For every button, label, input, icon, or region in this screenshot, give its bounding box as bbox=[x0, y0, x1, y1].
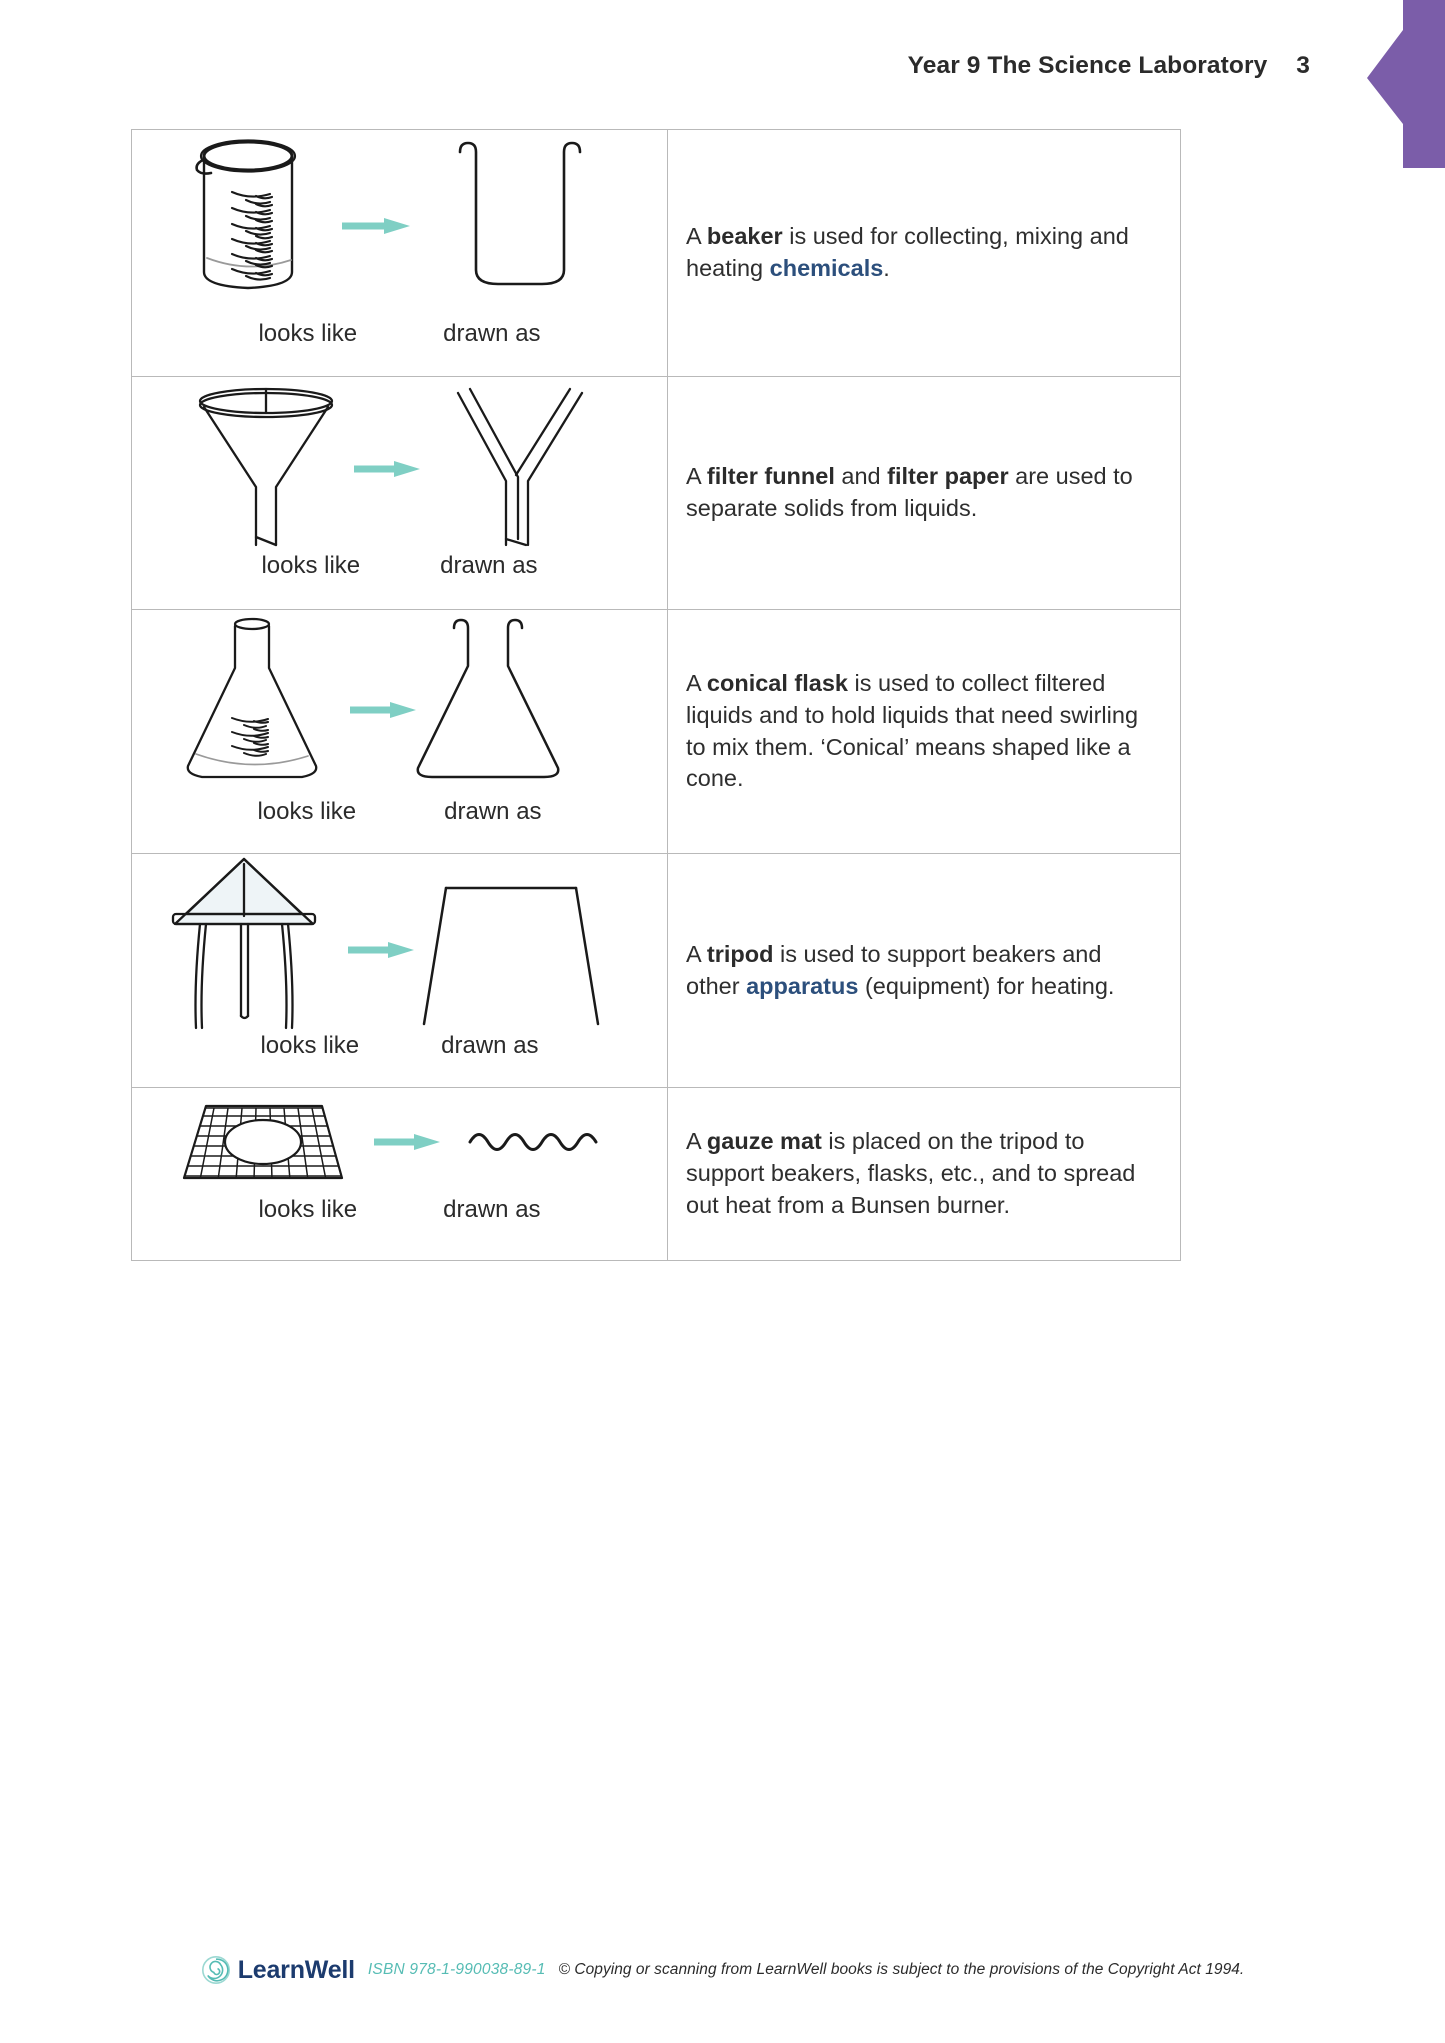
caption-drawn-as: drawn as bbox=[440, 552, 538, 579]
gauze-mat-illustration bbox=[170, 1088, 630, 1196]
gauze-mat-symbol bbox=[470, 1135, 596, 1150]
copyright-notice: © Copying or scanning from LearnWell books is subject to the provisions of the Copyright Act 1994. bbox=[558, 1961, 1245, 1978]
arrow-right-icon bbox=[350, 702, 416, 718]
caption-looks-like: looks like bbox=[258, 1196, 358, 1223]
conical-flask-illustration bbox=[170, 610, 630, 798]
caption-looks-like: looks like bbox=[261, 552, 361, 579]
caption-looks-like: looks like bbox=[257, 798, 357, 825]
caption-drawn-as: drawn as bbox=[441, 1032, 539, 1059]
apparatus-illustration-cell-beaker bbox=[132, 130, 668, 377]
caption-row bbox=[132, 1196, 667, 1240]
table-row bbox=[132, 854, 1181, 1088]
caption-row bbox=[132, 798, 667, 842]
caption-drawn-as: drawn as bbox=[443, 320, 541, 347]
caption-row bbox=[132, 1032, 667, 1076]
table-row bbox=[132, 610, 1181, 854]
apparatus-illustration-cell-conical-flask bbox=[132, 610, 668, 854]
apparatus-illustration-cell-gauze-mat bbox=[132, 1088, 668, 1261]
brand-name: LearnWell bbox=[237, 1955, 355, 1984]
table-row bbox=[132, 377, 1181, 610]
page-footer bbox=[0, 1955, 1445, 1985]
beaker-illustration bbox=[170, 130, 630, 320]
apparatus-table bbox=[131, 129, 1181, 1261]
apparatus-illustration-cell-tripod bbox=[132, 854, 668, 1088]
caption-looks-like: looks like bbox=[258, 320, 358, 347]
apparatus-description-cell-tripod bbox=[668, 854, 1181, 1088]
tripod-illustration bbox=[170, 854, 630, 1032]
caption-drawn-as: drawn as bbox=[444, 798, 542, 825]
apparatus-description-cell-filter-funnel bbox=[668, 377, 1181, 610]
page-title: Year 9 The Science Laboratory bbox=[907, 52, 1268, 79]
arrow-right-icon bbox=[354, 461, 420, 477]
apparatus-description-cell-beaker bbox=[668, 130, 1181, 377]
caption-looks-like: looks like bbox=[260, 1032, 360, 1059]
learnwell-brand bbox=[201, 1955, 355, 1985]
filter-funnel-illustration bbox=[170, 377, 630, 552]
arrow-right-icon bbox=[374, 1134, 440, 1150]
caption-row bbox=[132, 552, 667, 596]
caption-row bbox=[132, 320, 667, 364]
description-text: A conical flask is used to collect filtered liquids and to hold liquids that need swirling to mix them. ‘Conical’ means shaped like a cone. bbox=[686, 669, 1139, 792]
description-text: A filter funnel and filter paper are used to separate solids from liquids. bbox=[686, 463, 1133, 521]
description-text: A beaker is used for collecting, mixing and heating chemicals. bbox=[686, 223, 1129, 281]
apparatus-illustration-cell-filter-funnel bbox=[132, 377, 668, 610]
table-row bbox=[132, 130, 1181, 377]
page-accent-marker bbox=[1367, 0, 1445, 168]
description-text: A tripod is used to support beakers and other apparatus (equipment) for heating. bbox=[686, 940, 1115, 999]
arrow-right-icon bbox=[348, 942, 414, 958]
table-row bbox=[132, 1088, 1181, 1261]
learnwell-spiral-logo bbox=[201, 1955, 231, 1985]
description-text: A gauze mat is placed on the tripod to support beakers, flasks, etc., and to spread out heat from a Bunsen burner. bbox=[686, 1128, 1136, 1218]
arrow-right-icon bbox=[342, 218, 410, 234]
page-number: 3 bbox=[1296, 52, 1310, 79]
apparatus-description-cell-gauze-mat bbox=[668, 1088, 1181, 1261]
page-header bbox=[0, 52, 1310, 80]
caption-drawn-as: drawn as bbox=[443, 1196, 541, 1223]
isbn-text: ISBN 978-1-990038-89-1 bbox=[367, 1961, 546, 1978]
apparatus-description-cell-conical-flask bbox=[668, 610, 1181, 854]
